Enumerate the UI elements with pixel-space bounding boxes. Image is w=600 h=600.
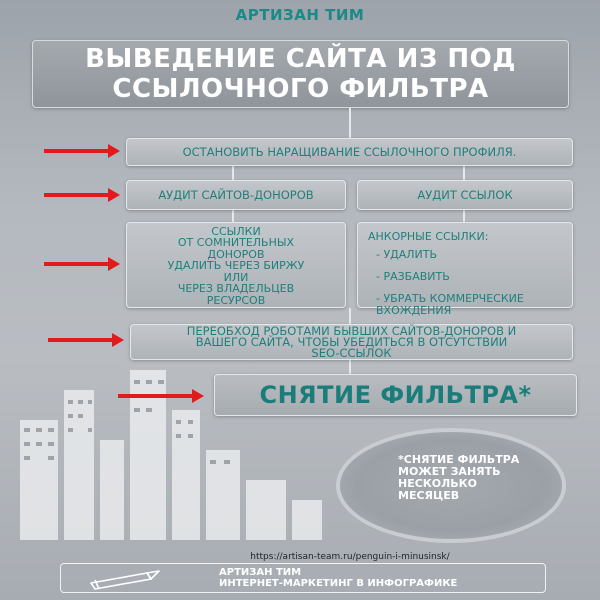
- step-audit-donors: АУДИТ САЙТОВ-ДОНОРОВ: [126, 180, 346, 210]
- anchor-item-dilute: - РАЗБАВИТЬ: [376, 270, 450, 283]
- donor-links-line-4: УДАЛИТЬ ЧЕРЕЗ БИРЖУ: [167, 259, 305, 273]
- note-line-3: НЕСКОЛЬКО: [398, 477, 477, 490]
- connector-audit-left: [232, 210, 234, 222]
- donor-links-line-3: ДОНОРОВ: [207, 247, 265, 261]
- connector-lists-recrawl: [349, 308, 351, 324]
- note-line-2: МОЖЕТ ЗАНЯТЬ: [398, 465, 501, 478]
- arrow-right-icon: [48, 333, 124, 347]
- title-line-2: ССЫЛОЧНОГО ФИЛЬТРА: [112, 74, 489, 104]
- donor-links-line-1: ССЫЛКИ: [211, 224, 261, 238]
- arrow-right-icon: [44, 257, 120, 271]
- anchor-item-remove-commercial: - УБРАТЬ КОММЕРЧЕСКИЕ ВХОЖДЕНИЯ: [376, 292, 524, 317]
- anchor-item-delete: - УДАЛИТЬ: [376, 248, 438, 261]
- note-line-1: *СНЯТИЕ ФИЛЬТРА: [398, 453, 520, 466]
- donor-links-line-5: ИЛИ: [223, 270, 249, 284]
- recrawl-line-2: ВАШЕГО САЙТА, ЧТОБЫ УБЕДИТЬСЯ В ОТСУТСТВИИ: [195, 334, 508, 349]
- step-stop-link-growth: ОСТАНОВИТЬ НАРАЩИВАНИЕ ССЫЛОЧНОГО ПРОФИЛЯ.: [126, 138, 573, 166]
- connector-title-step1: [349, 108, 351, 138]
- footer-line-1: АРТИЗАН ТИМ: [219, 567, 302, 578]
- recrawl-line-3: SEO-ССЫЛОК: [311, 345, 392, 360]
- anchor-links-heading: АНКОРНЫЕ ССЫЛКИ:: [368, 230, 489, 243]
- page-title: [32, 40, 569, 108]
- arrow-right-icon: [44, 188, 120, 202]
- footnote-duration: [398, 454, 558, 502]
- note-line-4: МЕСЯЦЕВ: [398, 489, 460, 502]
- connector-step1-left: [232, 166, 234, 180]
- step-remove-donor-links: [126, 222, 346, 308]
- brand-header: АРТИЗАН ТИМ: [235, 6, 365, 24]
- footer-banner: [60, 563, 546, 593]
- footer-line-2: ИНТЕРНЕТ-МАРКЕТИНГ В ИНФОГРАФИКЕ: [219, 578, 458, 589]
- step-audit-links: АУДИТ ССЫЛОК: [357, 180, 573, 210]
- arrow-right-icon: [44, 144, 120, 158]
- source-url[interactable]: https://artisan-team.ru/penguin-i-minusinsk/: [250, 552, 450, 562]
- step-anchor-links: [357, 222, 573, 317]
- donor-links-line-2: ОТ СОМНИТЕЛЬНЫХ: [177, 236, 295, 250]
- donor-links-line-6: ЧЕРЕЗ ВЛАДЕЛЬЦЕВ: [177, 282, 295, 296]
- step-filter-removal: СНЯТИЕ ФИЛЬТРА*: [214, 374, 577, 416]
- connector-recrawl-filter: [349, 360, 351, 374]
- donor-links-line-7: РЕСУРСОВ: [206, 293, 266, 307]
- pencil-icon: [85, 567, 165, 591]
- connector-step1-right: [463, 166, 465, 180]
- footer-text: [219, 567, 457, 589]
- arrow-right-icon: [118, 389, 204, 403]
- title-line-1: ВЫВЕДЕНИЕ САЙТА ИЗ ПОД: [85, 44, 516, 74]
- connector-audit-right: [463, 210, 465, 222]
- recrawl-line-1: ПЕРЕОБХОД РОБОТАМИ БЫВШИХ САЙТОВ-ДОНОРОВ И: [186, 323, 517, 338]
